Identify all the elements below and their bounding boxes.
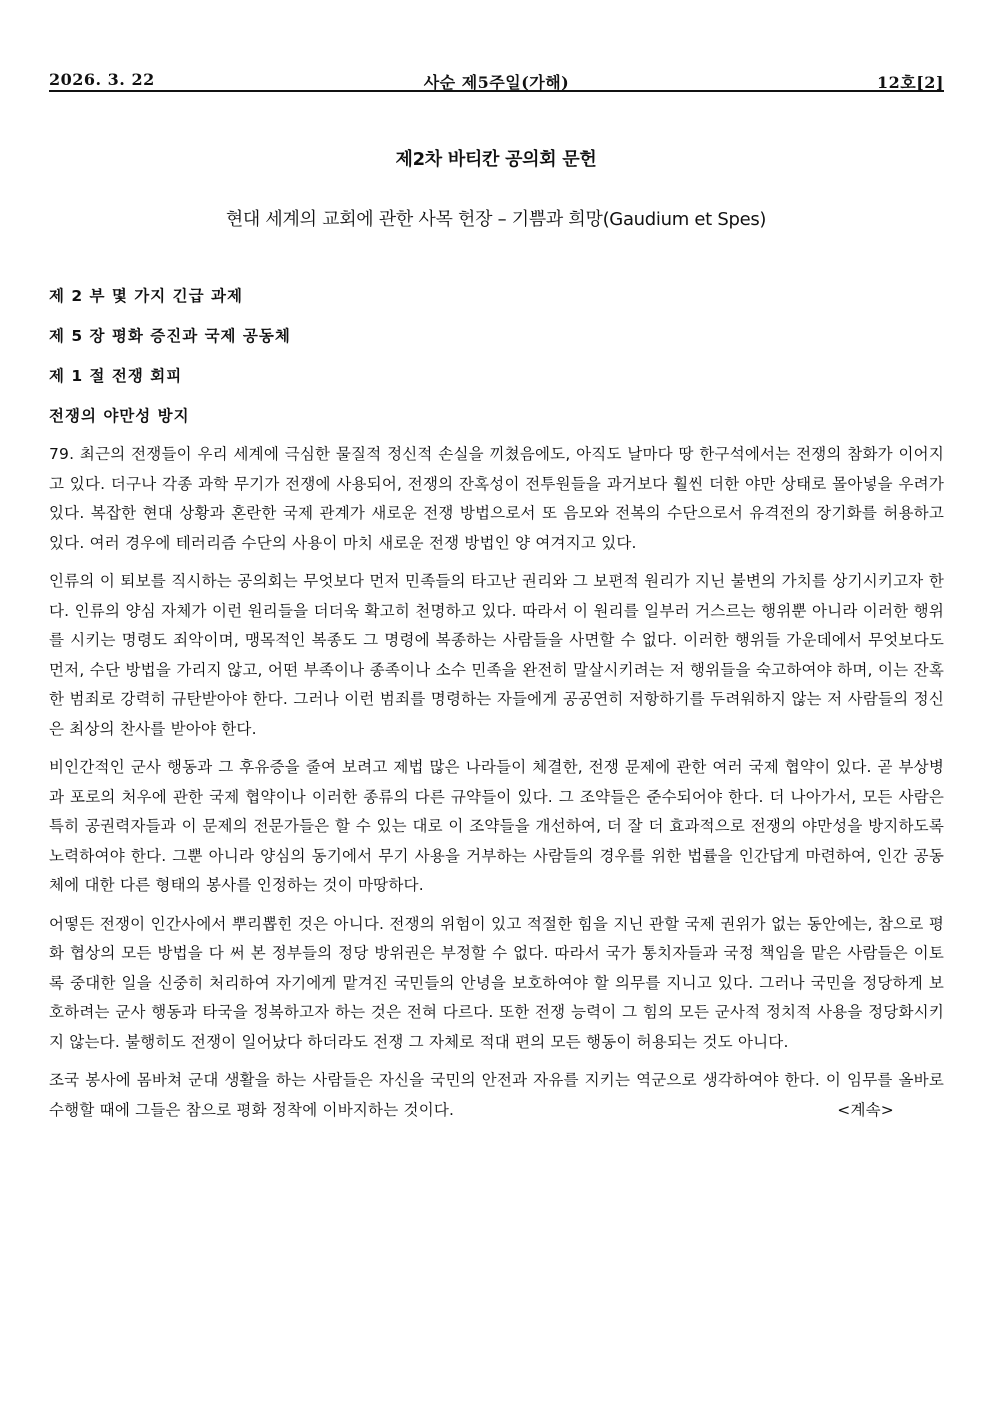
subsection-heading: 전쟁의 야만성 방지	[49, 407, 190, 425]
header-date: 2026. 3. 22	[49, 70, 155, 89]
body-paragraph: 인류의 이 퇴보를 직시하는 공의회는 무엇보다 먼저 민족들의 타고난 권리와 그 보편적 원리가 지닌 불변의 가치를 상기시키고자 한다. 인류의 양심 자체가 이런 원리들을 더더욱 확고히 천명하고 있다. 따라서 이 원리를 일부러 거스르는 행위뿐 아니라 이러한 행위를 시키는 명령도 죄악이며, 맹목적인 복종도 그 명령에 복종하는 사람들을 사면할 수 없다. 이러한 행위들 가운데에서 무엇보다도 먼저, 수단 방법을 가리지 않고, 어떤 부족이나 종족이나 소수 민족을 완전히 말살시키려는 저 행위들을 숙고하여야 하며, 이는 잔혹한 범죄로 강력히 규탄받아야 한다. 그러나 이런 범죄를 명령하는 자들에게 공공연히 저항하기를 두려워하지 않는 저 사람들의 정신은 최상의 찬사를 받아야 한다.	[49, 572, 944, 738]
part-heading: 제 2 부 몇 가지 긴급 과제	[49, 287, 243, 305]
chapter-heading: 제 5 장 평화 증진과 국제 공동체	[49, 327, 291, 345]
document-body	[49, 440, 944, 1134]
header-liturgical-title: 사순 제5주일(가해)	[423, 73, 570, 92]
document-subtitle: 현대 세계의 교회에 관한 사목 헌장 – 기쁨과 희망(Gaudium et Spes)	[225, 209, 767, 230]
section-heading: 제 1 절 전쟁 회피	[49, 367, 183, 385]
body-paragraph: 어떻든 전쟁이 인간사에서 뿌리뽑힌 것은 아니다. 전쟁의 위험이 있고 적절한 힘을 지닌 관할 국제 권위가 없는 동안에는, 참으로 평화 협상의 모든 방법을 다 써 본 정부들의 정당 방위권은 부정할 수 없다. 따라서 국가 통치자들과 국정 책임을 맡은 사람들은 이토록 중대한 일을 신중히 처리하여 자기에게 맡겨진 국민들의 안녕을 보호하여야 할 의무를 지니고 있다. 그러나 국민을 정당하게 보호하려는 군사 행동과 타국을 정복하고자 하는 것은 전혀 다르다. 또한 전쟁 능력이 그 힘의 모든 군사적 정치적 사용을 정당화시키지 않는다. 불행히도 전쟁이 일어났다 하더라도 전쟁 그 자체로 적대 편의 모든 행동이 허용되는 것도 아니다.	[49, 914, 944, 1051]
body-paragraph-text: 조국 봉사에 몸바쳐 군대 생활을 하는 사람들은 자신을 국민의 안전과 자유를 지키는 역군으로 생각하여야 한다. 이 임무를 올바로 수행할 때에 그들은 참으로 평화 정착에 이바지하는 것이다.	[49, 1071, 944, 1119]
body-paragraph: 비인간적인 군사 행동과 그 후유증을 줄여 보려고 제법 많은 나라들이 체결한, 전쟁 문제에 관한 여러 국제 협약이 있다. 곧 부상병과 포로의 처우에 관한 국제 협약이나 이러한 종류의 다른 규약들이 있다. 그 조약들은 준수되어야 한다. 더 나아가서, 모든 사람은 특히 공권력자들과 이 문제의 전문가들은 할 수 있는 대로 이 조약들을 개선하여, 더 잘 더 효과적으로 전쟁의 야만성을 방지하도록 노력하여야 한다. 그뿐 아니라 양심의 동기에서 무기 사용을 거부하는 사람들의 경우를 위한 법률을 인간답게 마련하여, 인간 공동체에 대한 다른 형태의 봉사를 인정하는 것이 마땅하다.	[49, 758, 944, 894]
header-underline	[49, 90, 944, 92]
header-issue-number: 12호[2]	[877, 73, 944, 92]
body-paragraph: 79. 최근의 전쟁들이 우리 세계에 극심한 물질적 정신적 손실을 끼쳤음에도, 아직도 날마다 땅 한구석에서는 전쟁의 참화가 이어지고 있다. 더구나 각종 과학 무기가 전쟁에 사용되어, 전쟁의 잔혹성이 전투원들을 과거보다 훨씬 더한 야만 상태로 몰아넣을 우려가 있다. 복잡한 현대 상황과 혼란한 국제 관계가 새로운 전쟁 방법으로서 또 음모와 전복의 수단으로서 유격전의 장기화를 허용하고 있다. 여러 경우에 테러리즘 수단의 사용이 마치 새로운 전쟁 방법인 양 여겨지고 있다.	[49, 445, 944, 552]
page-header	[49, 70, 944, 92]
document-title: 제2차 바티칸 공의회 문헌	[395, 149, 597, 170]
continued-note: <계속>	[837, 1100, 894, 1119]
body-paragraph-last	[49, 1066, 944, 1125]
